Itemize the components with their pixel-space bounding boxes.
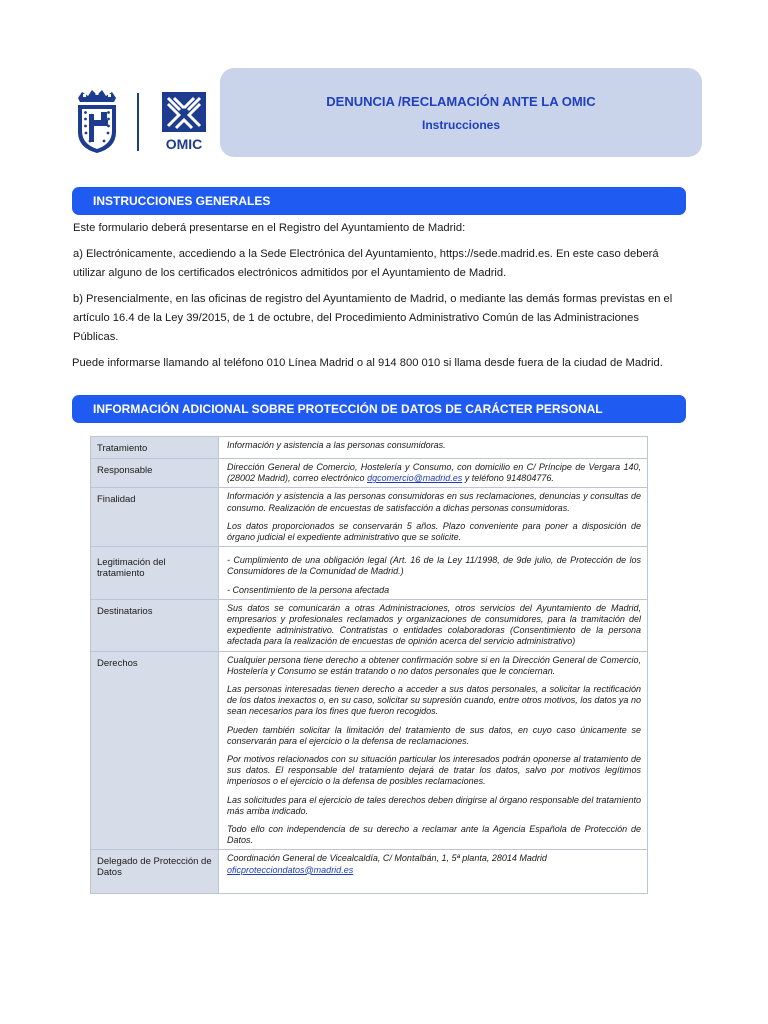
derechos-paragraph-5: Las solicitudes para el ejercicio de tales derechos deben dirigirse al órgano responsable del tratamiento más arriba indicado. [227, 794, 641, 816]
row-label-derechos: Derechos [91, 651, 219, 850]
svg-text:OMIC: OMIC [165, 136, 203, 152]
general-paragraph-2 [73, 245, 687, 283]
row-value-tratamiento: Información y asistencia a las personas consumidoras. [219, 437, 648, 459]
derechos-paragraph-1: Cualquier persona tiene derecho a obtener confirmación sobre si en la Dirección General de Comercio, Hostelería y Consumo se están tratando o no datos personales que le conciernan. [227, 654, 641, 676]
table-row [91, 651, 648, 850]
general-paragraph-3-line-3: Públicas. [73, 331, 119, 343]
row-label-destinatarios: Destinatarios [91, 599, 219, 651]
table-row [91, 850, 648, 894]
delegado-address: Coordinación General de Vicealcaldía, C/ Montalbán, 1, 5ª planta, 28014 Madrid [227, 853, 547, 864]
responsable-email-link[interactable]: dgcomercio@madrid.es [367, 473, 463, 484]
delegado-email-link[interactable]: oficprotecciondatos@madrid.es [227, 864, 354, 875]
logo-divider [137, 93, 139, 151]
general-paragraph-3 [73, 290, 687, 347]
logos [72, 90, 212, 154]
legitimacion-consent-paragraph: - Consentimiento de la persona afectada [227, 584, 390, 595]
row-label-responsable: Responsable [91, 459, 219, 488]
document-title: DENUNCIA /RECLAMACIÓN ANTE LA OMIC [326, 94, 596, 109]
row-value-finalidad [219, 488, 648, 547]
row-label-legitimacion: Legitimación del tratamiento [91, 547, 219, 600]
table-row [91, 488, 648, 547]
general-paragraph-4: Puede informarse llamando al teléfono 010 Línea Madrid o al 914 800 010 si llama desde fuera de la ciudad de Madrid. [72, 357, 663, 369]
table-row [91, 547, 648, 600]
general-paragraph-2-line-2: utilizar alguno de los certificados electrónicos admitidos por el Ayuntamiento de Madrid. [73, 267, 507, 279]
header-box [220, 68, 702, 157]
derechos-paragraph-2: Las personas interesadas tienen derecho a acceder a sus datos personales, a solicitar la rectificación de los datos inexactos o, en su caso, solicitar su supresión cuando, entre otros motivos, los datos ya no sean necesarios para los fines que fueron recogidos. [227, 684, 641, 717]
madrid-coat-of-arms-logo [74, 90, 120, 154]
section-privacy-heading: INFORMACIÓN ADICIONAL SOBRE PROTECCIÓN DE DATOS DE CARÁCTER PERSONAL [72, 395, 686, 423]
section-general-heading: INSTRUCCIONES GENERALES [72, 187, 686, 215]
derechos-paragraph-4: Por motivos relacionados con su situación particular los interesados podrán oponerse al tratamiento de sus datos. El responsable del tratamiento dejará de tratar los datos, salvo por motivos legítimos imperiosos o el ejercicio o la defensa de posibles reclamaciones. [227, 754, 641, 787]
table-row [91, 599, 648, 651]
general-paragraph-3-line-1: b) Presencialmente, en las oficinas de registro del Ayuntamiento de Madrid, o mediante las demás formas previstas en el [73, 293, 673, 305]
row-label-finalidad: Finalidad [91, 488, 219, 547]
general-paragraph-2-line-1: a) Electrónicamente, accediendo a la Sede Electrónica del Ayuntamiento, https://sede.madrid.es. En este caso deberá [73, 248, 659, 260]
row-value-destinatarios: Sus datos se comunicarán a otras Administraciones, otros servicios del Ayuntamiento de Madrid, empresarios y profesionales reclamados y organizaciones de consumidores, para la tramitación del expediente administrativo. Contratistas o entidades colaboradoras (Consentimiento de la persona afectada para la realización de encuestas de opinión acerca del servicio administrativo) [219, 599, 648, 651]
general-paragraph-3-line-2: artículo 16.4 de la Ley 39/2015, de 1 de octubre, del Procedimiento Administrativo Común de las Administraciones [73, 312, 639, 324]
derechos-paragraph-6: Todo ello con independencia de su derecho a reclamar ante la Agencia Española de Protección de Datos. [227, 824, 641, 846]
row-value-delegado [219, 850, 648, 894]
row-value-responsable [219, 459, 648, 488]
finalidad-retention-paragraph: Los datos proporcionados se conservarán 5 años. Plazo conveniente para poner a disposición de órgano judicial el expediente administrativo que se solicite. [227, 520, 641, 543]
responsable-text: Dirección General de Comercio, Hostelería y Consumo, con domicilio en C/ Príncipe de Vergara 140, (28002 Madrid), correo electrónico [227, 462, 641, 484]
legitimacion-legal-paragraph: - Cumplimiento de una obligación legal (Art. 16 de la Ley 11/1998, de 9de julio, de Protección de los Consumidores de la Comunidad de Madrid.) [227, 555, 641, 577]
finalidad-paragraph: Información y asistencia a las personas consumidoras en sus reclamaciones, denuncias y consultas de consumo. Realización de encuestas de satisfacción a dichas personas consumidoras. [227, 491, 641, 513]
row-value-legitimacion [219, 547, 648, 600]
document-subtitle: Instrucciones [421, 118, 501, 132]
row-value-derechos [219, 651, 648, 850]
general-paragraph-1: Este formulario deberá presentarse en el Registro del Ayuntamiento de Madrid: [73, 222, 466, 234]
responsable-phone-text: y teléfono 914804776. [462, 473, 554, 484]
omic-logo [160, 90, 208, 152]
privacy-table [90, 436, 648, 894]
row-label-tratamiento: Tratamiento [91, 437, 219, 459]
row-label-delegado: Delegado de Protección de Datos [91, 850, 219, 894]
table-row [91, 437, 648, 459]
table-row [91, 459, 648, 488]
derechos-paragraph-3: Pueden también solicitar la limitación del tratamiento de sus datos, en cuyo caso únicamente se conservarán para el ejercicio o la defensa de reclamaciones. [227, 724, 641, 746]
